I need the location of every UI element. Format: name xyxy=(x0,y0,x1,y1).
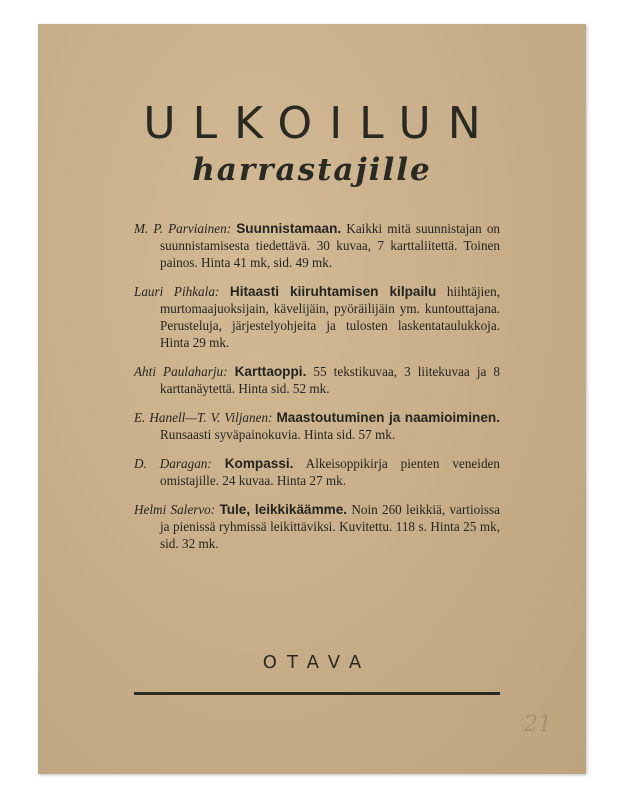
book-entry xyxy=(134,409,500,443)
entry-description: Runsaasti syväpainokuvia. Hinta sid. 57 mk. xyxy=(160,427,396,442)
entry-author: Ahti Paulaharju: xyxy=(134,364,228,379)
entry-author: D. Daragan: xyxy=(134,456,212,471)
entry-description: Alkeisoppikirja pienten veneiden omistajille. 24 kuvaa. Hinta 27 mk. xyxy=(160,456,500,488)
book-entry xyxy=(134,363,500,397)
entry-description: Noin 260 leikkiä, vartioissa ja pienissä ryhmissä leikittäviksi. Kuvitettu. 118 s. Hinta 25 mk, sid. 32 mk. xyxy=(160,502,501,551)
entry-description: Kaikki mitä suunnistajan on suunnistamisesta tiedettävä. 30 kuvaa, 7 karttaliitettä. Toinen painos. Hinta 41 mk, sid. 49 mk. xyxy=(160,221,501,270)
entry-book-title: Karttaoppi. xyxy=(234,364,307,379)
entry-description: hiihtäjien, murtomaajuoksijain, kävelijäin, pyöräilijäin ym. kuntouttajana. Perusteluja, järjestelyohjeita ja tulosten laskentataulukkoja. Hinta 29 mk. xyxy=(160,284,501,350)
page-subtitle: harrastajille xyxy=(192,152,432,188)
divider xyxy=(134,692,500,695)
entry-book-title: Suunnistamaan. xyxy=(236,221,342,236)
entry-author: M. P. Parviainen: xyxy=(134,221,232,236)
book-entry xyxy=(134,220,500,271)
book-entry xyxy=(134,283,500,351)
entry-description: 55 tekstikuvaa, 3 liitekuvaa ja 8 karttanäytettä. Hinta sid. 52 mk. xyxy=(160,364,501,396)
entry-book-title: Maastoutuminen ja naamioiminen. xyxy=(276,410,500,425)
book-back-cover xyxy=(38,24,586,774)
book-entry xyxy=(134,455,500,489)
entry-author: Helmi Salervo: xyxy=(134,502,216,517)
book-entry xyxy=(134,501,500,552)
publisher-name: OTAVA xyxy=(262,652,372,673)
entry-book-title: Hitaasti kiiruhtamisen kilpailu xyxy=(229,284,437,299)
entry-author: Lauri Pihkala: xyxy=(134,284,220,299)
book-list xyxy=(134,220,500,564)
pencil-mark: 21 xyxy=(524,712,552,737)
entry-author: E. Hanell—T. V. Viljanen: xyxy=(134,410,273,425)
entry-book-title: Kompassi. xyxy=(224,456,294,471)
entry-book-title: Tule, leikkikäämme. xyxy=(219,502,348,517)
page-title: ULKOILUN xyxy=(143,98,498,149)
